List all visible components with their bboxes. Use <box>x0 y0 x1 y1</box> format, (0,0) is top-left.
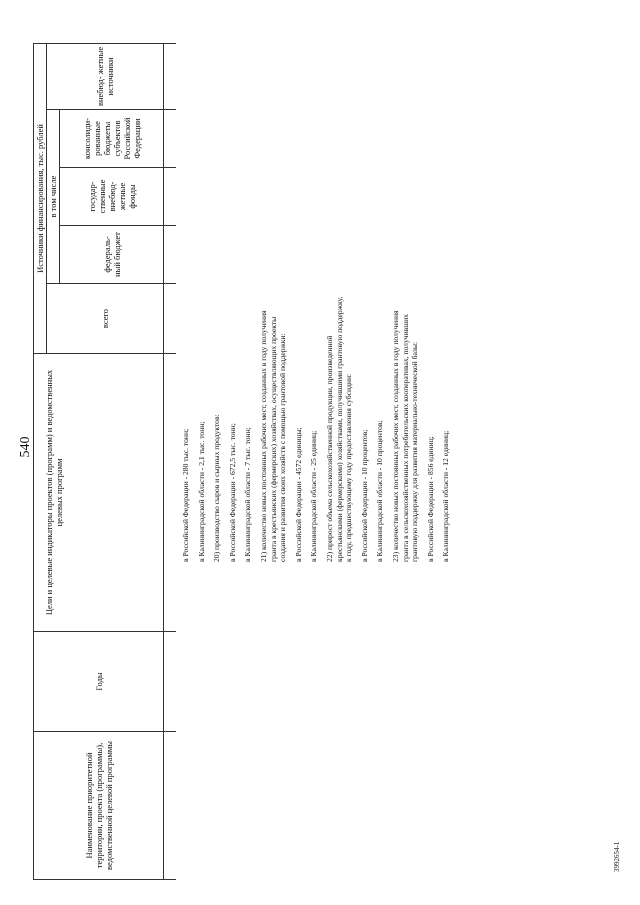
list-item: 23) количество новых постоянных рабочих мест, созданных в году получения гранта в сельскохозяйственных потребительских кооперативах, получивших грантовую поддержку для развития материально-технической базы: <box>390 310 420 562</box>
indicator-list <box>181 294 457 562</box>
header-goals: Цели и целевые индикаторы проектов (программ) и ведомственных целевых программ <box>34 354 164 632</box>
list-item: в Российской Федерации - 280 тыс. тонн; <box>181 428 190 562</box>
list-item: в Калининградской области - 7 тыс. тонн; <box>243 427 253 562</box>
financing-table <box>33 43 176 880</box>
list-item: в Калининградской области - 12 единиц; <box>441 430 451 562</box>
header-extra-budgetary: внебюд- жетные источники <box>47 43 164 109</box>
header-state-funds: государ- ственные внебюд- жетные фонды <box>60 168 164 226</box>
list-item: в Калининградской области - 10 процентов; <box>375 420 385 562</box>
list-item: 22) прирост объема сельскохозяйственной продукции, произведенной крестьянскими (фермерскими) хозяйствами, получившими грантовую поддержку, к году, предшествующему году предоставления субсидии: <box>324 296 354 562</box>
header-sources: Источники финансирования, тыс. рублей <box>34 43 47 353</box>
header-federal: федераль- ный бюджет <box>60 226 164 284</box>
list-item: в Российской Федерации - 10 процентов; <box>359 429 369 562</box>
document-code: 3992654-1 <box>613 841 621 872</box>
header-name: Наименование приоритетной территории, проекта (программы), ведомственной целевой программы <box>34 732 164 880</box>
list-item: в Российской Федерации - 672,5 тыс. тонн; <box>227 423 237 562</box>
list-item: 20) производство сыров и сырных продуктов: <box>212 414 222 562</box>
list-item: в Российской Федерации - 4572 единицы; <box>293 427 303 562</box>
header-consolidated: консолиди- рованные бюджеты субъектов Российской Федерации <box>60 110 164 168</box>
page-number: 540 <box>18 436 33 458</box>
list-item: в Калининградской области - 2,1 тыс. тонн; <box>196 421 206 562</box>
header-years: Годы <box>34 632 164 732</box>
header-total: всего <box>47 284 164 354</box>
list-item: 21) количество новых постоянных рабочих мест, созданных в году получения гранта в крестьянских (фермерских) хозяйствах, осуществляющих проекты создания и развития своих хозяйств с помощью грантовой поддержки: <box>258 310 288 562</box>
list-item: в Российской Федерации - 856 единиц; <box>425 436 435 562</box>
list-item: в Калининградской области - 25 единиц; <box>309 430 319 562</box>
rotated-page <box>15 14 625 880</box>
header-including: в том числе <box>47 110 60 284</box>
